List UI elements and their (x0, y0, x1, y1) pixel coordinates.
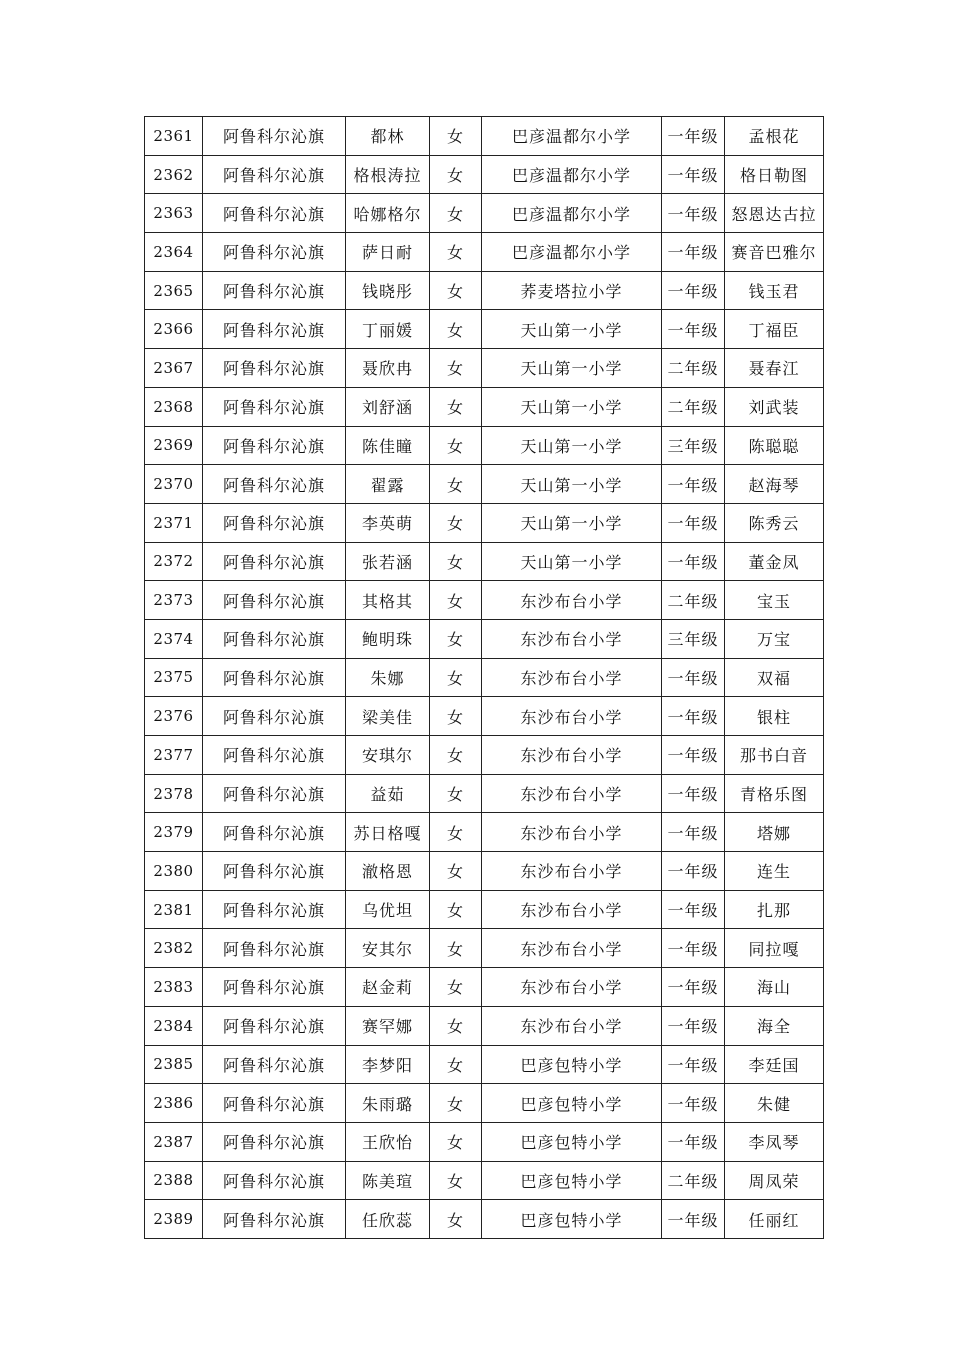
school-cell: 东沙布台小学 (482, 619, 662, 658)
banner-cell: 阿鲁科尔沁旗 (203, 387, 346, 426)
banner-cell: 阿鲁科尔沁旗 (203, 349, 346, 388)
student-name-cell: 萨日耐 (346, 233, 430, 272)
gender-cell: 女 (430, 581, 482, 620)
gender-cell: 女 (430, 890, 482, 929)
table-row (145, 349, 824, 388)
guardian-name-cell: 董金凤 (725, 542, 824, 581)
guardian-name-cell: 宝玉 (725, 581, 824, 620)
row-number-cell: 2366 (145, 310, 203, 349)
banner-cell: 阿鲁科尔沁旗 (203, 194, 346, 233)
banner-cell: 阿鲁科尔沁旗 (203, 813, 346, 852)
grade-cell: 一年级 (662, 697, 725, 736)
banner-cell: 阿鲁科尔沁旗 (203, 1122, 346, 1161)
banner-cell: 阿鲁科尔沁旗 (203, 503, 346, 542)
gender-cell: 女 (430, 426, 482, 465)
student-name-cell: 朱雨璐 (346, 1084, 430, 1123)
guardian-name-cell: 塔娜 (725, 813, 824, 852)
student-name-cell: 益茹 (346, 774, 430, 813)
table-row (145, 155, 824, 194)
student-name-cell: 鲍明珠 (346, 619, 430, 658)
row-number-cell: 2363 (145, 194, 203, 233)
table-row (145, 1045, 824, 1084)
table-row (145, 387, 824, 426)
row-number-cell: 2388 (145, 1161, 203, 1200)
banner-cell: 阿鲁科尔沁旗 (203, 1161, 346, 1200)
school-cell: 天山第一小学 (482, 542, 662, 581)
banner-cell: 阿鲁科尔沁旗 (203, 465, 346, 504)
student-name-cell: 陈佳瞳 (346, 426, 430, 465)
student-name-cell: 其格其 (346, 581, 430, 620)
guardian-name-cell: 那书白音 (725, 736, 824, 775)
row-number-cell: 2379 (145, 813, 203, 852)
row-number-cell: 2368 (145, 387, 203, 426)
grade-cell: 二年级 (662, 581, 725, 620)
banner-cell: 阿鲁科尔沁旗 (203, 852, 346, 891)
banner-cell: 阿鲁科尔沁旗 (203, 1084, 346, 1123)
row-number-cell: 2371 (145, 503, 203, 542)
guardian-name-cell: 陈聪聪 (725, 426, 824, 465)
row-number-cell: 2369 (145, 426, 203, 465)
guardian-name-cell: 海山 (725, 968, 824, 1007)
grade-cell: 一年级 (662, 1122, 725, 1161)
school-cell: 东沙布台小学 (482, 813, 662, 852)
student-name-cell: 朱娜 (346, 658, 430, 697)
banner-cell: 阿鲁科尔沁旗 (203, 736, 346, 775)
gender-cell: 女 (430, 271, 482, 310)
table-row (145, 658, 824, 697)
school-cell: 巴彦包特小学 (482, 1122, 662, 1161)
table-row (145, 852, 824, 891)
table-row (145, 929, 824, 968)
gender-cell: 女 (430, 1200, 482, 1239)
school-cell: 巴彦温都尔小学 (482, 194, 662, 233)
table-row (145, 194, 824, 233)
student-name-cell: 任欣蕊 (346, 1200, 430, 1239)
grade-cell: 一年级 (662, 465, 725, 504)
grade-cell: 一年级 (662, 658, 725, 697)
banner-cell: 阿鲁科尔沁旗 (203, 1045, 346, 1084)
student-name-cell: 都林 (346, 117, 430, 156)
student-name-cell: 陈美瑄 (346, 1161, 430, 1200)
row-number-cell: 2361 (145, 117, 203, 156)
row-number-cell: 2387 (145, 1122, 203, 1161)
student-name-cell: 格根涛拉 (346, 155, 430, 194)
row-number-cell: 2367 (145, 349, 203, 388)
row-number-cell: 2378 (145, 774, 203, 813)
guardian-name-cell: 钱玉君 (725, 271, 824, 310)
school-cell: 天山第一小学 (482, 387, 662, 426)
table-row (145, 1122, 824, 1161)
grade-cell: 一年级 (662, 736, 725, 775)
table-row (145, 310, 824, 349)
guardian-name-cell: 任丽红 (725, 1200, 824, 1239)
guardian-name-cell: 青格乐图 (725, 774, 824, 813)
student-name-cell: 张若涵 (346, 542, 430, 581)
grade-cell: 二年级 (662, 1161, 725, 1200)
row-number-cell: 2385 (145, 1045, 203, 1084)
grade-cell: 一年级 (662, 929, 725, 968)
student-name-cell: 李梦阳 (346, 1045, 430, 1084)
student-name-cell: 安其尔 (346, 929, 430, 968)
table-row (145, 426, 824, 465)
grade-cell: 一年级 (662, 194, 725, 233)
gender-cell: 女 (430, 929, 482, 968)
guardian-name-cell: 李凤琴 (725, 1122, 824, 1161)
banner-cell: 阿鲁科尔沁旗 (203, 619, 346, 658)
school-cell: 东沙布台小学 (482, 658, 662, 697)
table-row (145, 890, 824, 929)
school-cell: 巴彦包特小学 (482, 1200, 662, 1239)
guardian-name-cell: 连生 (725, 852, 824, 891)
table-row (145, 503, 824, 542)
student-name-cell: 哈娜格尔 (346, 194, 430, 233)
row-number-cell: 2370 (145, 465, 203, 504)
banner-cell: 阿鲁科尔沁旗 (203, 929, 346, 968)
grade-cell: 一年级 (662, 1006, 725, 1045)
grade-cell: 一年级 (662, 1045, 725, 1084)
gender-cell: 女 (430, 697, 482, 736)
row-number-cell: 2381 (145, 890, 203, 929)
guardian-name-cell: 丁福臣 (725, 310, 824, 349)
student-name-cell: 丁丽媛 (346, 310, 430, 349)
school-cell: 东沙布台小学 (482, 581, 662, 620)
student-name-cell: 王欣怡 (346, 1122, 430, 1161)
school-cell: 天山第一小学 (482, 465, 662, 504)
roster-table (144, 116, 824, 1239)
gender-cell: 女 (430, 1084, 482, 1123)
grade-cell: 一年级 (662, 233, 725, 272)
guardian-name-cell: 格日勒图 (725, 155, 824, 194)
student-name-cell: 赵金莉 (346, 968, 430, 1007)
banner-cell: 阿鲁科尔沁旗 (203, 117, 346, 156)
table-row (145, 1200, 824, 1239)
student-name-cell: 赛罕娜 (346, 1006, 430, 1045)
student-name-cell: 安琪尔 (346, 736, 430, 775)
gender-cell: 女 (430, 387, 482, 426)
gender-cell: 女 (430, 310, 482, 349)
table-row (145, 619, 824, 658)
gender-cell: 女 (430, 155, 482, 194)
gender-cell: 女 (430, 117, 482, 156)
gender-cell: 女 (430, 503, 482, 542)
grade-cell: 一年级 (662, 155, 725, 194)
row-number-cell: 2386 (145, 1084, 203, 1123)
school-cell: 天山第一小学 (482, 503, 662, 542)
banner-cell: 阿鲁科尔沁旗 (203, 1006, 346, 1045)
student-name-cell: 苏日格嘎 (346, 813, 430, 852)
banner-cell: 阿鲁科尔沁旗 (203, 890, 346, 929)
school-cell: 天山第一小学 (482, 349, 662, 388)
row-number-cell: 2365 (145, 271, 203, 310)
row-number-cell: 2376 (145, 697, 203, 736)
table-row (145, 697, 824, 736)
guardian-name-cell: 周凤荣 (725, 1161, 824, 1200)
student-name-cell: 钱晓彤 (346, 271, 430, 310)
gender-cell: 女 (430, 194, 482, 233)
guardian-name-cell: 海全 (725, 1006, 824, 1045)
guardian-name-cell: 双福 (725, 658, 824, 697)
gender-cell: 女 (430, 1122, 482, 1161)
grade-cell: 二年级 (662, 349, 725, 388)
school-cell: 东沙布台小学 (482, 774, 662, 813)
banner-cell: 阿鲁科尔沁旗 (203, 697, 346, 736)
student-name-cell: 聂欣冉 (346, 349, 430, 388)
table-row (145, 117, 824, 156)
grade-cell: 三年级 (662, 619, 725, 658)
grade-cell: 二年级 (662, 387, 725, 426)
gender-cell: 女 (430, 1045, 482, 1084)
guardian-name-cell: 刘武装 (725, 387, 824, 426)
row-number-cell: 2373 (145, 581, 203, 620)
student-name-cell: 澈格恩 (346, 852, 430, 891)
student-name-cell: 翟露 (346, 465, 430, 504)
guardian-name-cell: 怒恩达古拉 (725, 194, 824, 233)
school-cell: 东沙布台小学 (482, 968, 662, 1007)
banner-cell: 阿鲁科尔沁旗 (203, 233, 346, 272)
row-number-cell: 2377 (145, 736, 203, 775)
gender-cell: 女 (430, 658, 482, 697)
school-cell: 东沙布台小学 (482, 852, 662, 891)
table-row (145, 465, 824, 504)
grade-cell: 一年级 (662, 503, 725, 542)
school-cell: 巴彦包特小学 (482, 1161, 662, 1200)
table-row (145, 1084, 824, 1123)
table-row (145, 968, 824, 1007)
grade-cell: 一年级 (662, 852, 725, 891)
table-row (145, 1161, 824, 1200)
banner-cell: 阿鲁科尔沁旗 (203, 968, 346, 1007)
banner-cell: 阿鲁科尔沁旗 (203, 542, 346, 581)
grade-cell: 一年级 (662, 310, 725, 349)
gender-cell: 女 (430, 736, 482, 775)
gender-cell: 女 (430, 813, 482, 852)
gender-cell: 女 (430, 1006, 482, 1045)
school-cell: 巴彦温都尔小学 (482, 117, 662, 156)
grade-cell: 三年级 (662, 426, 725, 465)
gender-cell: 女 (430, 542, 482, 581)
guardian-name-cell: 陈秀云 (725, 503, 824, 542)
row-number-cell: 2384 (145, 1006, 203, 1045)
school-cell: 天山第一小学 (482, 310, 662, 349)
row-number-cell: 2375 (145, 658, 203, 697)
student-name-cell: 李英萌 (346, 503, 430, 542)
roster-body (145, 117, 824, 1239)
gender-cell: 女 (430, 619, 482, 658)
school-cell: 巴彦包特小学 (482, 1045, 662, 1084)
guardian-name-cell: 银柱 (725, 697, 824, 736)
banner-cell: 阿鲁科尔沁旗 (203, 426, 346, 465)
table-row (145, 1006, 824, 1045)
gender-cell: 女 (430, 774, 482, 813)
row-number-cell: 2389 (145, 1200, 203, 1239)
grade-cell: 一年级 (662, 968, 725, 1007)
grade-cell: 一年级 (662, 890, 725, 929)
banner-cell: 阿鲁科尔沁旗 (203, 581, 346, 620)
guardian-name-cell: 赛音巴雅尔 (725, 233, 824, 272)
student-name-cell: 刘舒涵 (346, 387, 430, 426)
school-cell: 巴彦温都尔小学 (482, 233, 662, 272)
gender-cell: 女 (430, 233, 482, 272)
school-cell: 荞麦塔拉小学 (482, 271, 662, 310)
guardian-name-cell: 聂春江 (725, 349, 824, 388)
guardian-name-cell: 李廷国 (725, 1045, 824, 1084)
student-name-cell: 乌优坦 (346, 890, 430, 929)
school-cell: 东沙布台小学 (482, 890, 662, 929)
table-row (145, 774, 824, 813)
table-row (145, 813, 824, 852)
grade-cell: 一年级 (662, 774, 725, 813)
row-number-cell: 2372 (145, 542, 203, 581)
school-cell: 天山第一小学 (482, 426, 662, 465)
gender-cell: 女 (430, 1161, 482, 1200)
grade-cell: 一年级 (662, 117, 725, 156)
gender-cell: 女 (430, 968, 482, 1007)
row-number-cell: 2374 (145, 619, 203, 658)
grade-cell: 一年级 (662, 542, 725, 581)
banner-cell: 阿鲁科尔沁旗 (203, 1200, 346, 1239)
table-row (145, 736, 824, 775)
gender-cell: 女 (430, 349, 482, 388)
school-cell: 东沙布台小学 (482, 929, 662, 968)
student-name-cell: 梁美佳 (346, 697, 430, 736)
guardian-name-cell: 赵海琴 (725, 465, 824, 504)
row-number-cell: 2380 (145, 852, 203, 891)
row-number-cell: 2382 (145, 929, 203, 968)
row-number-cell: 2383 (145, 968, 203, 1007)
table-row (145, 271, 824, 310)
grade-cell: 一年级 (662, 1200, 725, 1239)
banner-cell: 阿鲁科尔沁旗 (203, 155, 346, 194)
school-cell: 巴彦温都尔小学 (482, 155, 662, 194)
banner-cell: 阿鲁科尔沁旗 (203, 271, 346, 310)
school-cell: 巴彦包特小学 (482, 1084, 662, 1123)
row-number-cell: 2364 (145, 233, 203, 272)
grade-cell: 一年级 (662, 813, 725, 852)
banner-cell: 阿鲁科尔沁旗 (203, 310, 346, 349)
grade-cell: 一年级 (662, 1084, 725, 1123)
school-cell: 东沙布台小学 (482, 736, 662, 775)
guardian-name-cell: 扎那 (725, 890, 824, 929)
banner-cell: 阿鲁科尔沁旗 (203, 774, 346, 813)
gender-cell: 女 (430, 852, 482, 891)
guardian-name-cell: 孟根花 (725, 117, 824, 156)
school-cell: 东沙布台小学 (482, 1006, 662, 1045)
school-cell: 东沙布台小学 (482, 697, 662, 736)
guardian-name-cell: 万宝 (725, 619, 824, 658)
row-number-cell: 2362 (145, 155, 203, 194)
table-row (145, 233, 824, 272)
guardian-name-cell: 同拉嘎 (725, 929, 824, 968)
banner-cell: 阿鲁科尔沁旗 (203, 658, 346, 697)
table-row (145, 581, 824, 620)
gender-cell: 女 (430, 465, 482, 504)
guardian-name-cell: 朱健 (725, 1084, 824, 1123)
table-row (145, 542, 824, 581)
grade-cell: 一年级 (662, 271, 725, 310)
